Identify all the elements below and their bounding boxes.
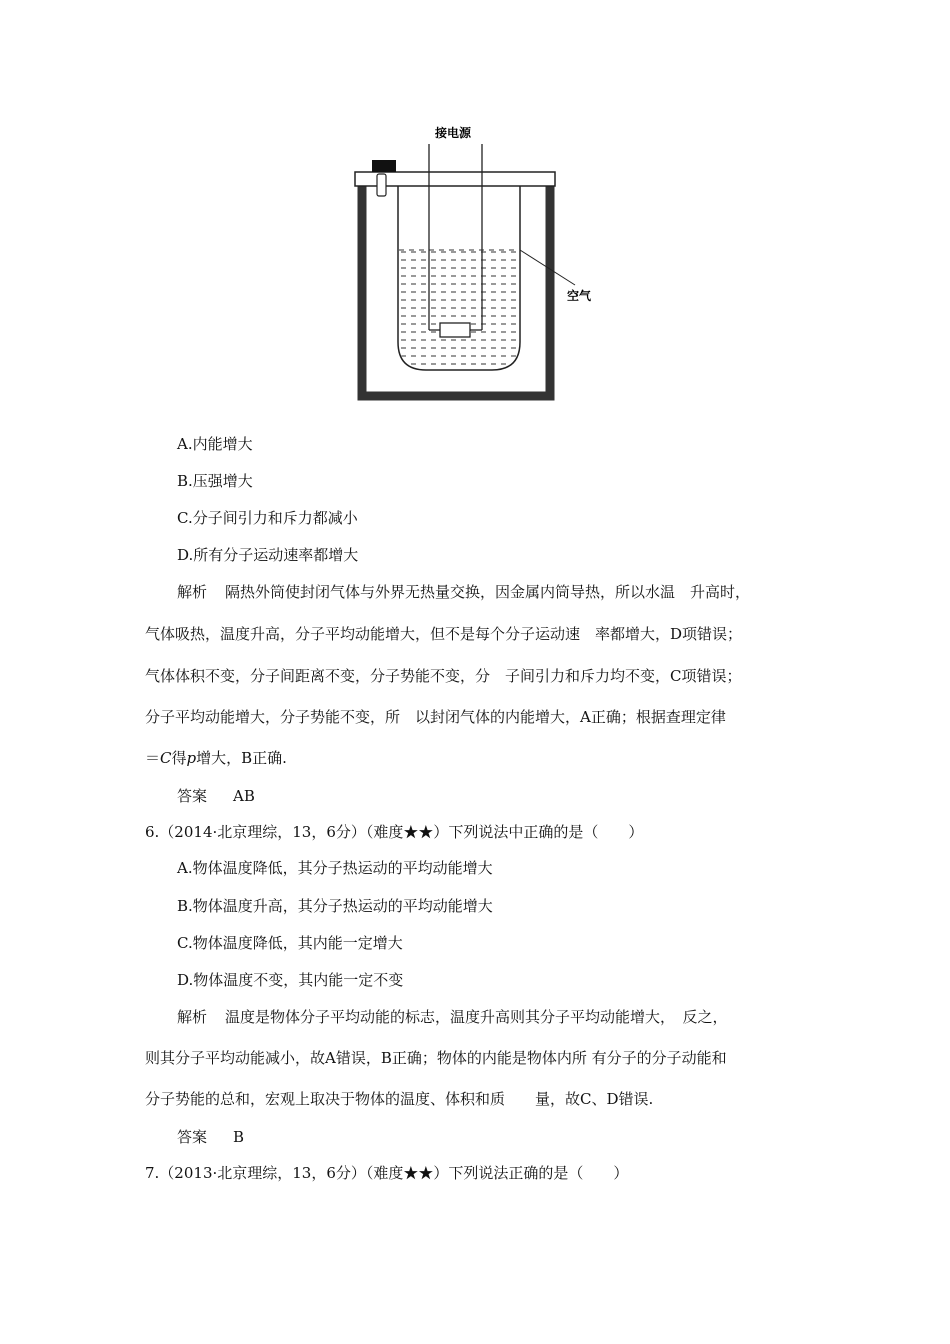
q5-analysis-line-4: 分子平均动能增大，分子势能不变，所 以封闭气体的内能增大，A正确；根据查理定律 [145, 708, 726, 726]
q6-option-a: A.物体温度降低，其分子热运动的平均动能增大 [177, 859, 493, 877]
q5-option-c: C.分子间引力和斥力都减小 [177, 509, 358, 527]
q5-analysis-line-5: ＝C得p增大，B正确. [145, 749, 287, 767]
label-power: 接电源 [435, 126, 472, 140]
lid-knob [372, 160, 396, 172]
q6-answer-value: B [233, 1128, 245, 1146]
q6-analysis-line-2: 则其分子平均动能减小，故A错误，B正确；物体的内能是物体内所 有分子的分子动能和 [145, 1049, 727, 1067]
q5-option-b: B.压强增大 [177, 472, 253, 490]
q6-option-b: B.物体温度升高，其分子热运动的平均动能增大 [177, 897, 493, 915]
water [399, 250, 519, 369]
q6-analysis-line-3: 分子势能的总和，宏观上取决于物体的温度、体积和质 量，故C、D错误. [145, 1090, 654, 1108]
q6-analysis-label: 解析 [177, 1008, 208, 1026]
label-air: 空气 [567, 289, 592, 303]
q6-answer [177, 1127, 244, 1147]
q5-answer-label: 答案 [177, 787, 208, 805]
q6-title: 6.（2014·北京理综，13，6分）（难度★★）下列说法中正确的是（ ） [145, 823, 644, 841]
apparatus-diagram [340, 120, 640, 410]
q5-option-d: D.所有分子运动速率都增大 [177, 546, 359, 564]
heater [440, 323, 470, 337]
q5-answer [177, 786, 255, 806]
q5-option-a: A.内能增大 [177, 435, 253, 453]
q5-analysis-line-2: 气体吸热，温度升高，分子平均动能增大，但不是每个分子运动速 率都增大，D项错误； [145, 625, 743, 643]
apparatus-svg [340, 120, 640, 410]
q6-option-c: C.物体温度降低，其内能一定增大 [177, 934, 403, 952]
q5-analysis-line-1: 解析 隔热外筒使封闭气体与外界无热量交换，因金属内筒导热，所以水温 升高时， [177, 583, 751, 601]
q6-answer-label: 答案 [177, 1128, 208, 1146]
q5-analysis-label: 解析 [177, 583, 208, 601]
q7-title: 7.（2013·北京理综，13，6分）（难度★★）下列说法正确的是（ ） [145, 1164, 629, 1182]
q5-answer-value: AB [233, 787, 255, 805]
q6-analysis-line-1: 解析 温度是物体分子平均动能的标志，温度升高则其分子平均动能增大， 反之， [177, 1008, 728, 1026]
q6-option-d: D.物体温度不变，其内能一定不变 [177, 971, 404, 989]
valve [377, 174, 386, 196]
q5-analysis-line-3: 气体体积不变，分子间距离不变，分子势能不变，分 子间引力和斥力均不变，C项错误； [145, 667, 742, 685]
